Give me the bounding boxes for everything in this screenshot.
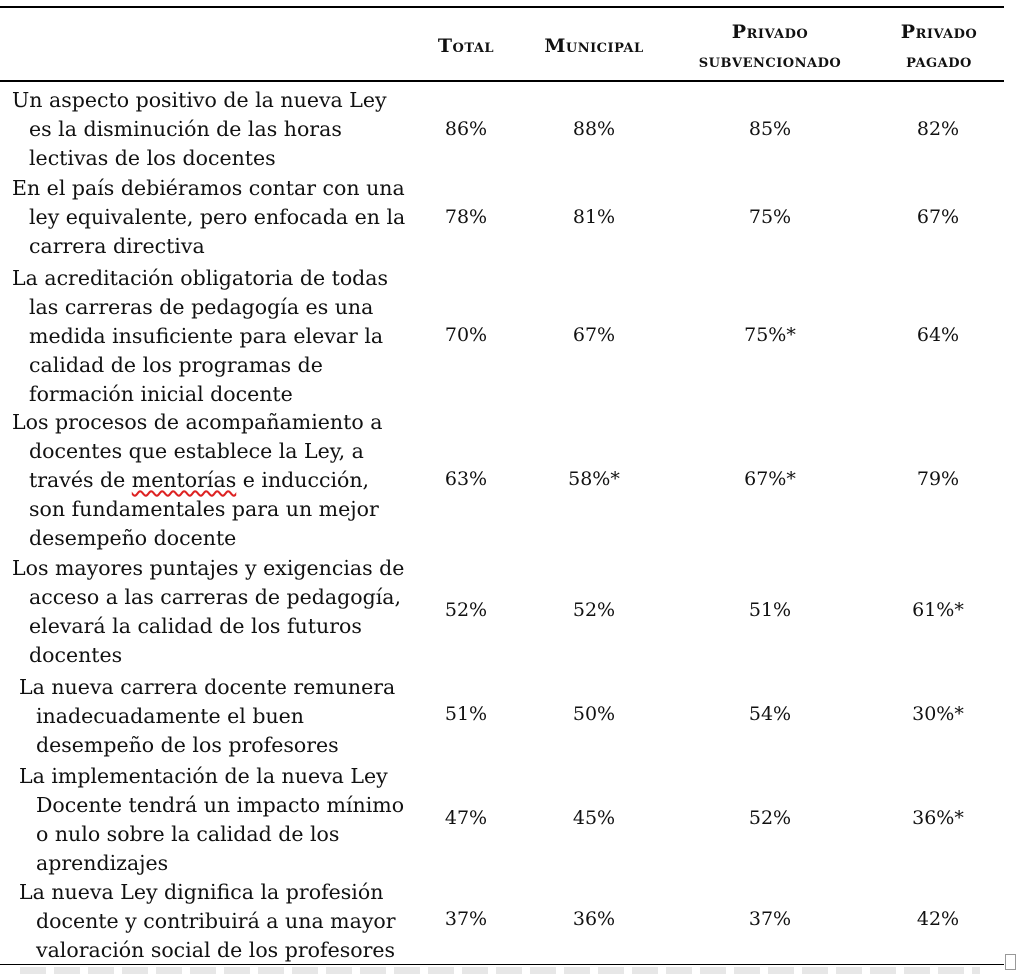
cell-municipal: 81% — [572, 206, 616, 228]
cell-subvencionado: 54% — [748, 703, 792, 725]
cell-subvencionado: 75%* — [744, 324, 796, 346]
header-total: Total — [437, 35, 495, 57]
header-privado-subvencionado — [670, 18, 870, 76]
header-privado-pagado — [880, 18, 998, 76]
cell-subvencionado: 52% — [748, 807, 792, 829]
cell-pagado: 61%* — [912, 599, 964, 621]
cell-total: 37% — [444, 908, 488, 930]
cell-total: 70% — [444, 324, 488, 346]
cell-municipal: 50% — [572, 703, 616, 725]
cell-pagado: 79% — [916, 468, 960, 490]
row-statement: Los mayores puntajes y exigencias de acceso a las carreras de pedagogía, elevará la calidad de los futuros docentes — [12, 556, 405, 667]
spellcheck-flagged-word[interactable]: mentorías — [131, 468, 237, 492]
cell-total: 47% — [444, 807, 488, 829]
header-privado-subvencionado-line1: Privado — [731, 21, 809, 43]
header-privado-pagado-line2: pagado — [906, 50, 972, 72]
row-statement: La nueva Ley dignifica la profesión docente y contribuirá a una mayor valoración social de los profesores — [19, 880, 396, 962]
cell-municipal: 58%* — [568, 468, 620, 490]
row-statement: En el país debiéramos contar con una ley equivalente, pero enfocada en la carrera directiva — [12, 176, 406, 258]
cell-pagado: 82% — [916, 118, 960, 140]
row-statement: La implementación de la nueva Ley Docente tendrá un impacto mínimo o nulo sobre la calidad de los aprendizajes — [19, 764, 405, 875]
cell-subvencionado: 37% — [748, 908, 792, 930]
resize-handle-icon[interactable] — [1005, 954, 1016, 970]
cell-municipal: 45% — [572, 807, 616, 829]
cell-total: 52% — [444, 599, 488, 621]
cell-pagado: 36%* — [912, 807, 964, 829]
cell-subvencionado: 85% — [748, 118, 792, 140]
row-statement — [12, 408, 407, 553]
cell-pagado: 30%* — [912, 703, 964, 725]
row-statement: La nueva carrera docente remunera inadecuadamente el buen desempeño de los profesores — [19, 675, 396, 757]
header-privado-subvencionado-line2: subvencionado — [698, 50, 842, 72]
cell-pagado: 64% — [916, 324, 960, 346]
row-statement: Un aspecto positivo de la nueva Ley es la disminución de las horas lectivas de los docentes — [12, 88, 387, 170]
cell-subvencionado: 67%* — [744, 468, 796, 490]
cell-municipal: 52% — [572, 599, 616, 621]
cell-total: 51% — [444, 703, 488, 725]
cell-subvencionado: 75% — [748, 206, 792, 228]
statement-part: e inducción, son fundamentales para un mejor desempeño docente — [29, 468, 379, 550]
cut-off-next-line — [20, 967, 980, 974]
table-bottom-rule — [0, 964, 1004, 965]
cell-total: 63% — [444, 468, 488, 490]
cell-total: 78% — [444, 206, 488, 228]
cell-municipal: 67% — [572, 324, 616, 346]
cell-pagado: 42% — [916, 908, 960, 930]
statement-part: Los procesos de acompañamiento a docentes que establece la Ley, a través de — [12, 410, 383, 492]
cell-municipal: 88% — [572, 118, 616, 140]
header-municipal: Municipal — [544, 35, 644, 57]
cell-subvencionado: 51% — [748, 599, 792, 621]
header-privado-pagado-line1: Privado — [900, 21, 978, 43]
header-rule — [0, 80, 1004, 82]
table-top-rule — [0, 6, 1004, 8]
row-statement: La acreditación obligatoria de todas las carreras de pedagogía es una medida insuficiente para elevar la calidad de los programas de formación inicial docente — [12, 266, 389, 406]
cell-pagado: 67% — [916, 206, 960, 228]
cell-total: 86% — [444, 118, 488, 140]
cell-municipal: 36% — [572, 908, 616, 930]
